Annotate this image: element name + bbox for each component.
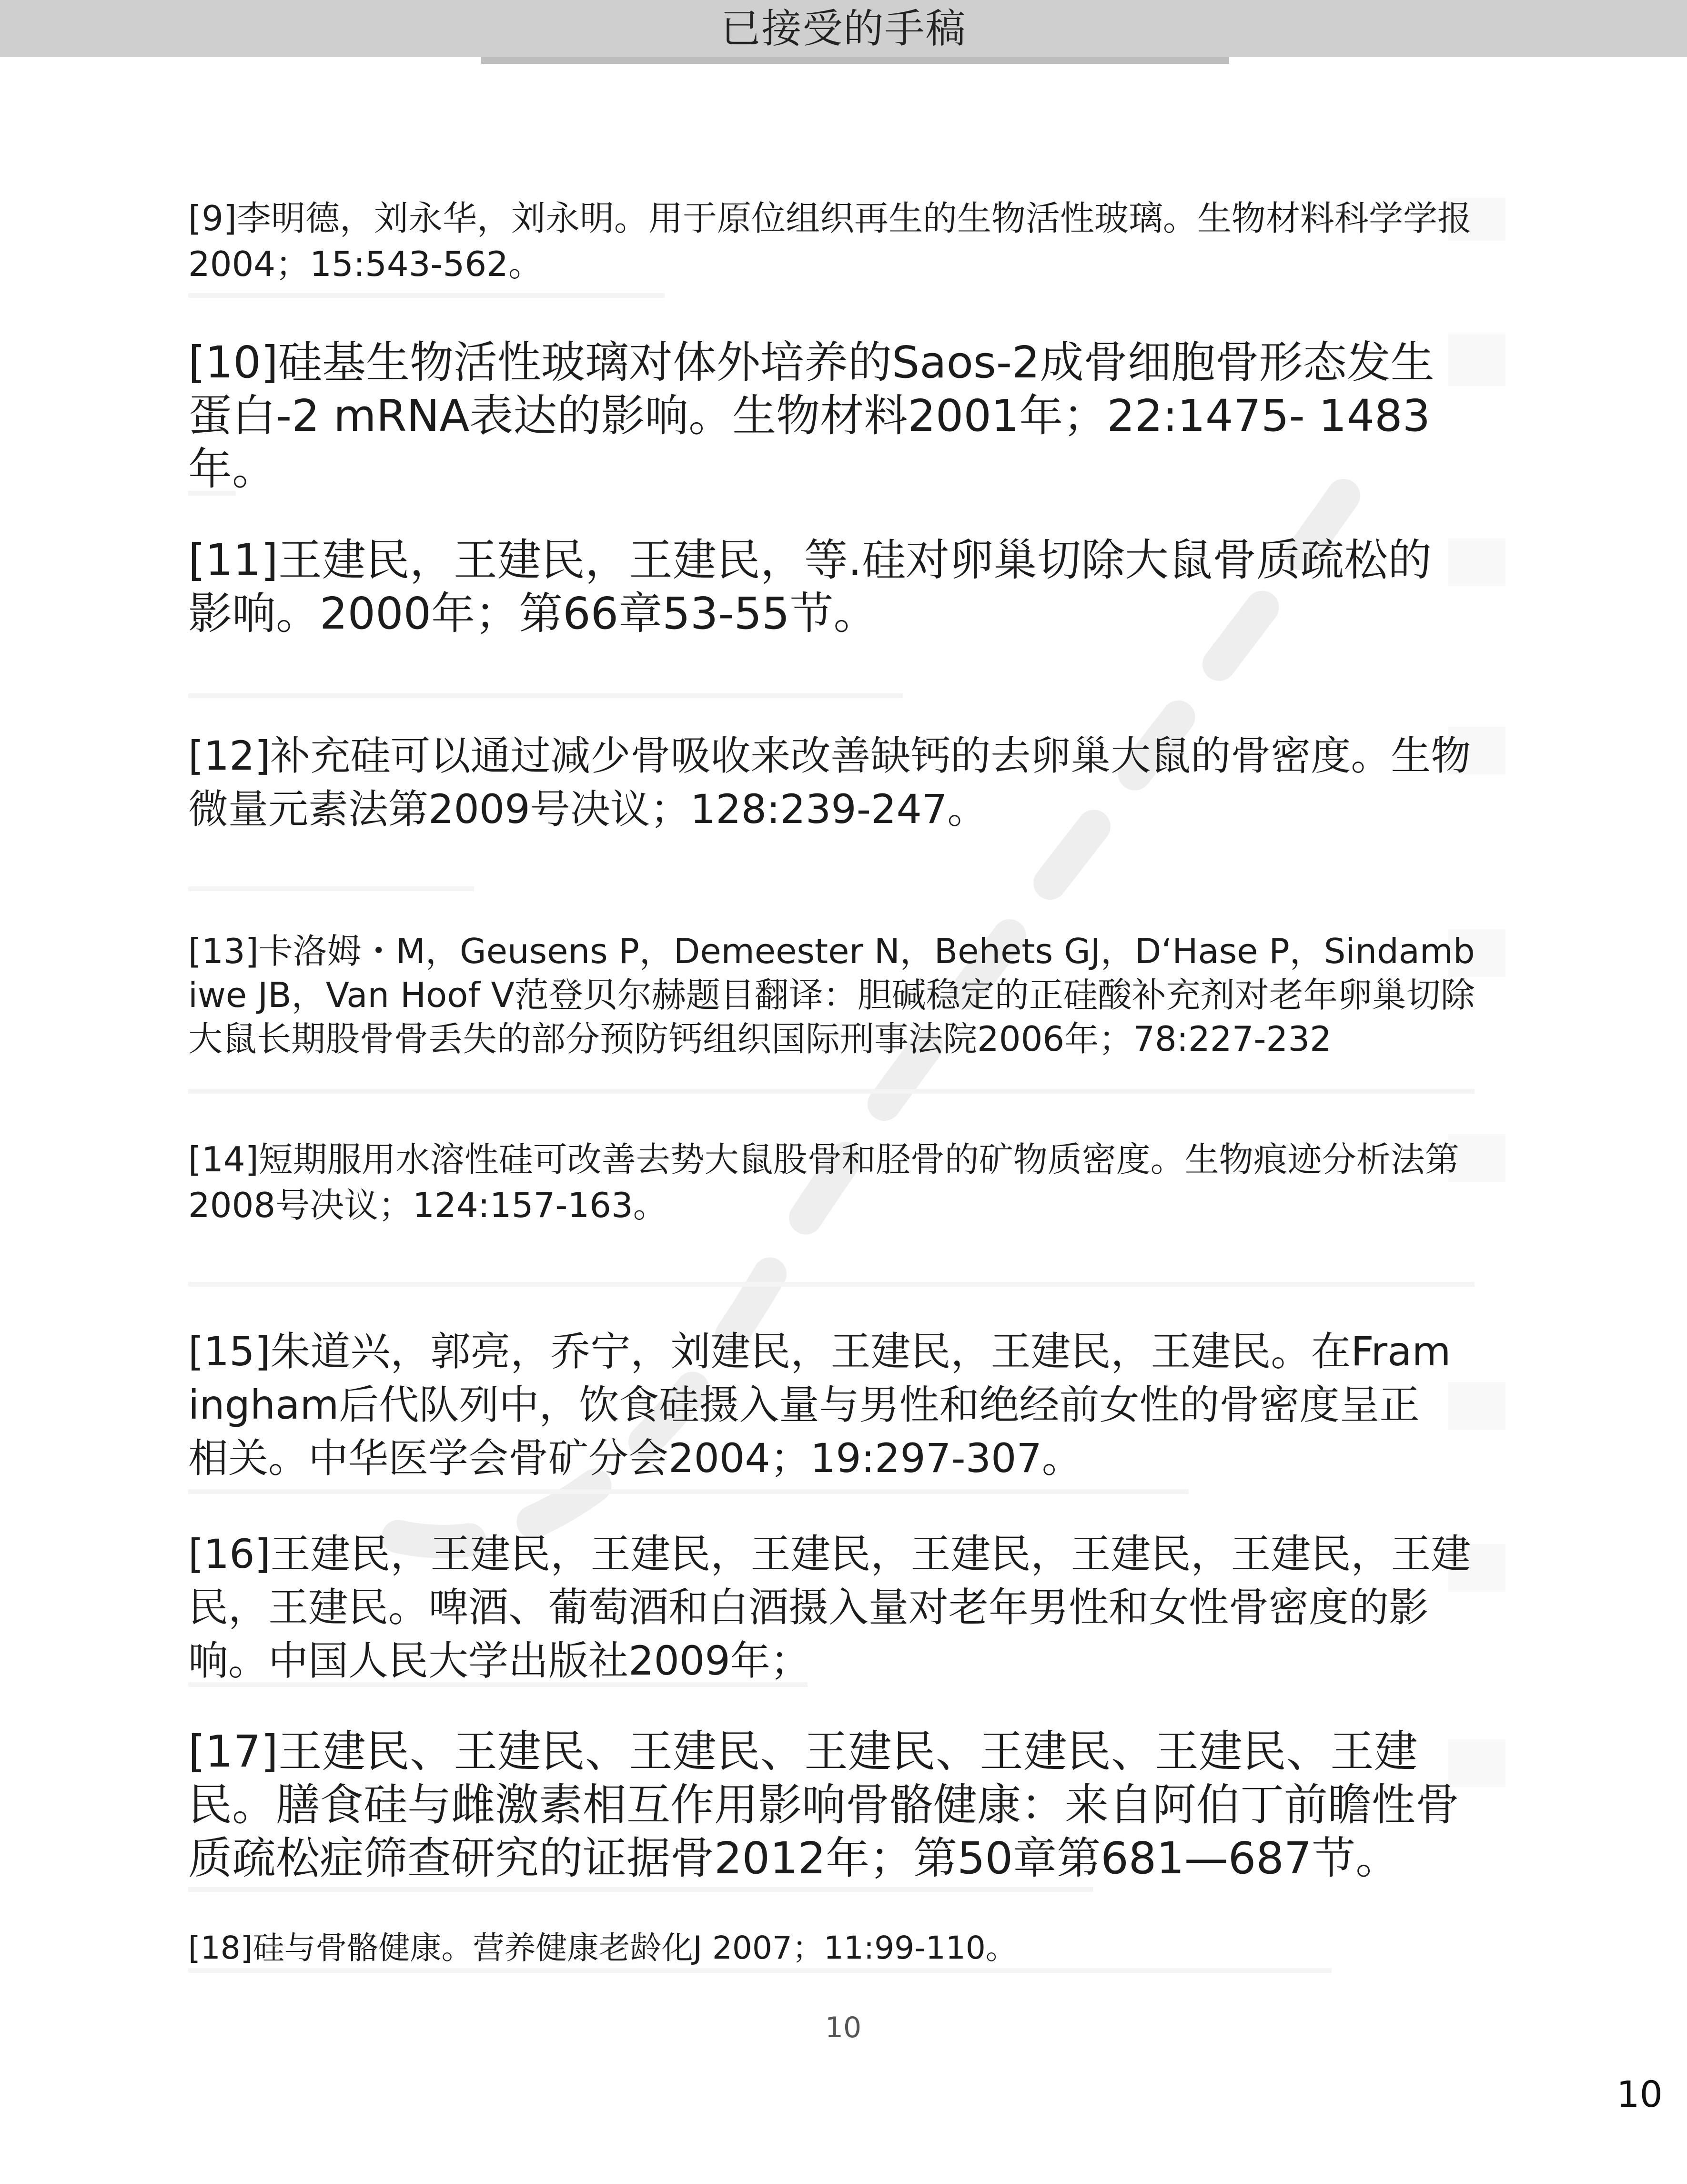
reference-13: [13]卡洛姆・M，Geusens P，Demeester N，Behets GJ，D‘Hase P，Sindambiwe JB，Van Hoof V范登贝尔赫题目翻译：胆碱稳定的正硅酸补充剂对老年卵巢切除大鼠长期股骨骨丢失的部分预防钙组织国际刑事法院2006年；78:227-232	[188, 931, 1475, 1059]
reference-12: [12]补充硅可以通过减少骨吸收来改善缺钙的去卵巢大鼠的骨密度。生物微量元素法第2009号决议；128:239-247。	[188, 732, 1471, 833]
scan-artifact	[188, 1282, 1475, 1287]
scan-artifact	[188, 1489, 1189, 1494]
scan-artifact	[1448, 538, 1505, 586]
reference-14: [14]短期服用水溶性硅可改善去势大鼠股骨和胫骨的矿物质密度。生物痕迹分析法第2008号决议；124:157-163。	[188, 1139, 1459, 1225]
reference-16: [16]王建民，王建民，王建民，王建民，王建民，王建民，王建民，王建民，王建民。啤酒、葡萄酒和白酒摄入量对老年男性和女性骨密度的影响。中国人民大学出版社2009年；	[188, 1531, 1471, 1684]
reference-11: [11]王建民，王建民，王建民，等.硅对卵巢切除大鼠骨质疏松的影响。2000年；第66章53-55节。	[188, 535, 1432, 639]
scan-artifact	[188, 693, 903, 698]
scan-artifact	[188, 293, 665, 298]
header-title: 已接受的手稿	[720, 5, 967, 52]
page-number-center: 10	[825, 2011, 862, 2044]
reference-9: [9]李明德，刘永华，刘永明。用于原位组织再生的生物活性玻璃。生物材料科学学报2004；15:543-562。	[188, 198, 1472, 284]
scan-artifact	[188, 886, 474, 891]
scan-artifact	[1448, 1382, 1505, 1430]
page-number-corner: 10	[1616, 2073, 1663, 2115]
scan-artifact	[188, 1089, 1475, 1094]
reference-18: [18]硅与骨骼健康。营养健康老龄化J 2007；11:99-110。	[188, 1930, 1017, 1966]
scan-artifact	[188, 1887, 1093, 1892]
reference-17: [17]王建民、王建民、王建民、王建民、王建民、王建民、王建民。膳食硅与雌激素相互作用影响骨骼健康：来自阿伯丁前瞻性骨质疏松症筛查研究的证据骨2012年；第50章第681—687节。	[188, 1726, 1460, 1884]
reference-15: [15]朱道兴，郭亮，乔宁，刘建民，王建民，王建民，王建民。在Framingham后代队列中，饮食硅摄入量与男性和绝经前女性的骨密度呈正相关。中华医学会骨矿分会2004；19:297-307。	[188, 1328, 1451, 1482]
header-underline	[481, 57, 1229, 64]
reference-10: [10]硅基生物活性玻璃对体外培养的Saos-2成骨细胞骨形态发生蛋白-2 mRNA表达的影响。生物材料2001年；22:1475- 1483年。	[188, 337, 1434, 495]
